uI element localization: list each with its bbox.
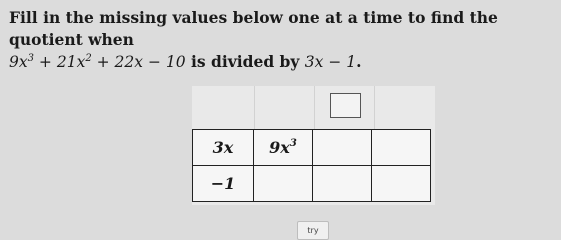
dividend-term-3: 22x <box>114 53 144 71</box>
dividend-op-1: + <box>34 53 57 71</box>
grid-row <box>193 166 431 202</box>
dividend-term-1-coef: 9 <box>9 53 19 71</box>
division-grid <box>192 129 431 202</box>
prompt-line-1: Fill in the missing values below one at a time to find the quotient when <box>9 8 498 49</box>
dividend-op-2: + <box>91 53 115 71</box>
divisor-polynomial: 3x − 1 <box>304 53 357 71</box>
quotient-cell-2 <box>315 86 375 129</box>
quotient-cell-3 <box>375 86 435 129</box>
grid-cell-r2-c2 <box>313 166 372 202</box>
grid-cell-r2-c3 <box>372 166 431 202</box>
row-label-divisor-term-1: 3x <box>193 130 254 166</box>
dividend-term-1-exp: 3 <box>27 53 34 64</box>
question-prompt <box>9 7 554 73</box>
quotient-cell-1 <box>255 86 315 129</box>
dividend-op-3: − <box>143 53 166 71</box>
prompt-connector-text: is divided by <box>185 52 305 71</box>
grid-cell-r2-c1 <box>254 166 313 202</box>
prompt-period: . <box>356 52 362 71</box>
dividend-term-2-coef: 21 <box>56 53 77 71</box>
grid-row <box>193 130 431 166</box>
quotient-row <box>192 86 435 129</box>
division-board <box>192 86 435 205</box>
dividend-term-2-exp: 2 <box>85 53 92 64</box>
grid-cell-r1-c2 <box>313 130 372 166</box>
dividend-term-1-var: x <box>18 53 28 71</box>
row-label-divisor-term-2: −1 <box>193 166 254 202</box>
dividend-term-4: 10 <box>165 53 186 71</box>
grid-cell-r1-c1 <box>254 130 313 166</box>
grid-cell-r1-c3 <box>372 130 431 166</box>
try-button[interactable]: try <box>297 221 329 240</box>
dividend-polynomial <box>9 53 186 71</box>
grid-cell-r1-c1-base: 9x <box>269 138 290 157</box>
prompt-line-2 <box>9 51 554 73</box>
dividend-term-2-var: x <box>76 53 86 71</box>
grid-cell-r1-c1-exp: 3 <box>289 138 297 149</box>
quotient-spacer <box>192 86 255 129</box>
